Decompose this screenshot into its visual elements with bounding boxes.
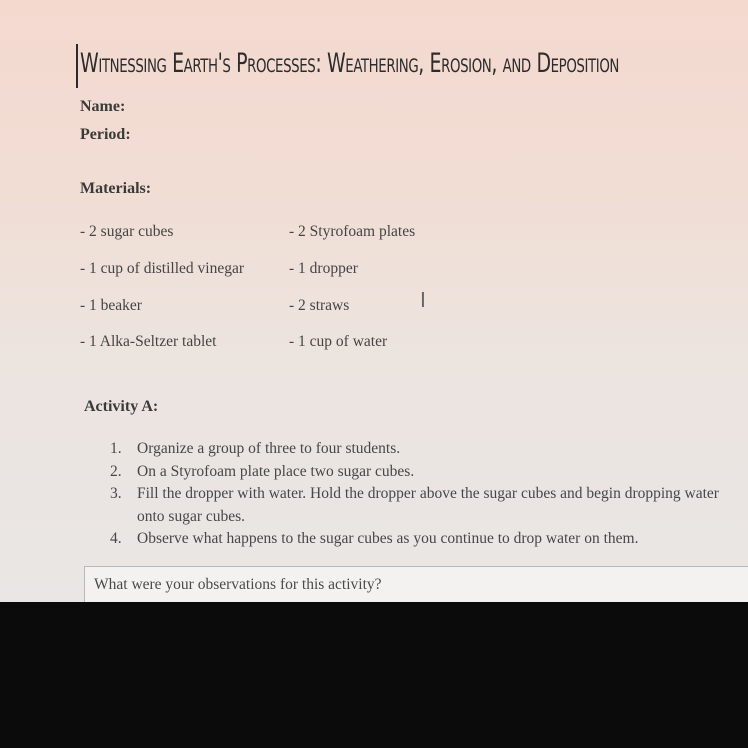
activity-steps xyxy=(110,438,730,551)
period-label[interactable]: Period: xyxy=(80,126,131,143)
monitor-bezel xyxy=(0,602,748,748)
name-label[interactable]: Name: xyxy=(80,98,126,115)
text-cursor-icon: I xyxy=(420,288,426,312)
material-item[interactable]: - 1 cup of water xyxy=(289,333,388,350)
material-item[interactable]: - 1 cup of distilled vinegar xyxy=(80,260,244,277)
material-item[interactable]: - 2 Styrofoam plates xyxy=(289,223,416,240)
material-item[interactable]: - 1 Alka-Seltzer tablet xyxy=(80,333,217,350)
text-caret xyxy=(76,44,78,88)
activity-heading[interactable]: Activity A: xyxy=(84,398,159,415)
document-title[interactable]: Witnessing Earth's Processes: Weathering, Erosion, and Deposition xyxy=(80,48,620,79)
list-item[interactable]: 3. Fill the dropper with water. Hold the dropper above the sugar cubes and begin dropping water onto sugar cubes. xyxy=(110,485,719,525)
list-item[interactable]: 2. On a Styrofoam plate place two sugar cubes. xyxy=(110,462,415,480)
answer-prompt: What were your observations for this activity? xyxy=(94,576,382,593)
material-item[interactable]: - 2 straws xyxy=(289,297,350,314)
material-item[interactable]: - 2 sugar cubes xyxy=(80,223,174,240)
answer-box[interactable] xyxy=(84,566,748,602)
material-item[interactable]: - 1 dropper xyxy=(289,260,358,277)
material-item[interactable]: - 1 beaker xyxy=(80,297,142,314)
materials-heading[interactable]: Materials: xyxy=(80,180,152,197)
list-item[interactable]: 1. Organize a group of three to four students. xyxy=(110,440,401,457)
list-item[interactable]: 4. Observe what happens to the sugar cubes as you continue to drop water on them. xyxy=(110,530,639,547)
